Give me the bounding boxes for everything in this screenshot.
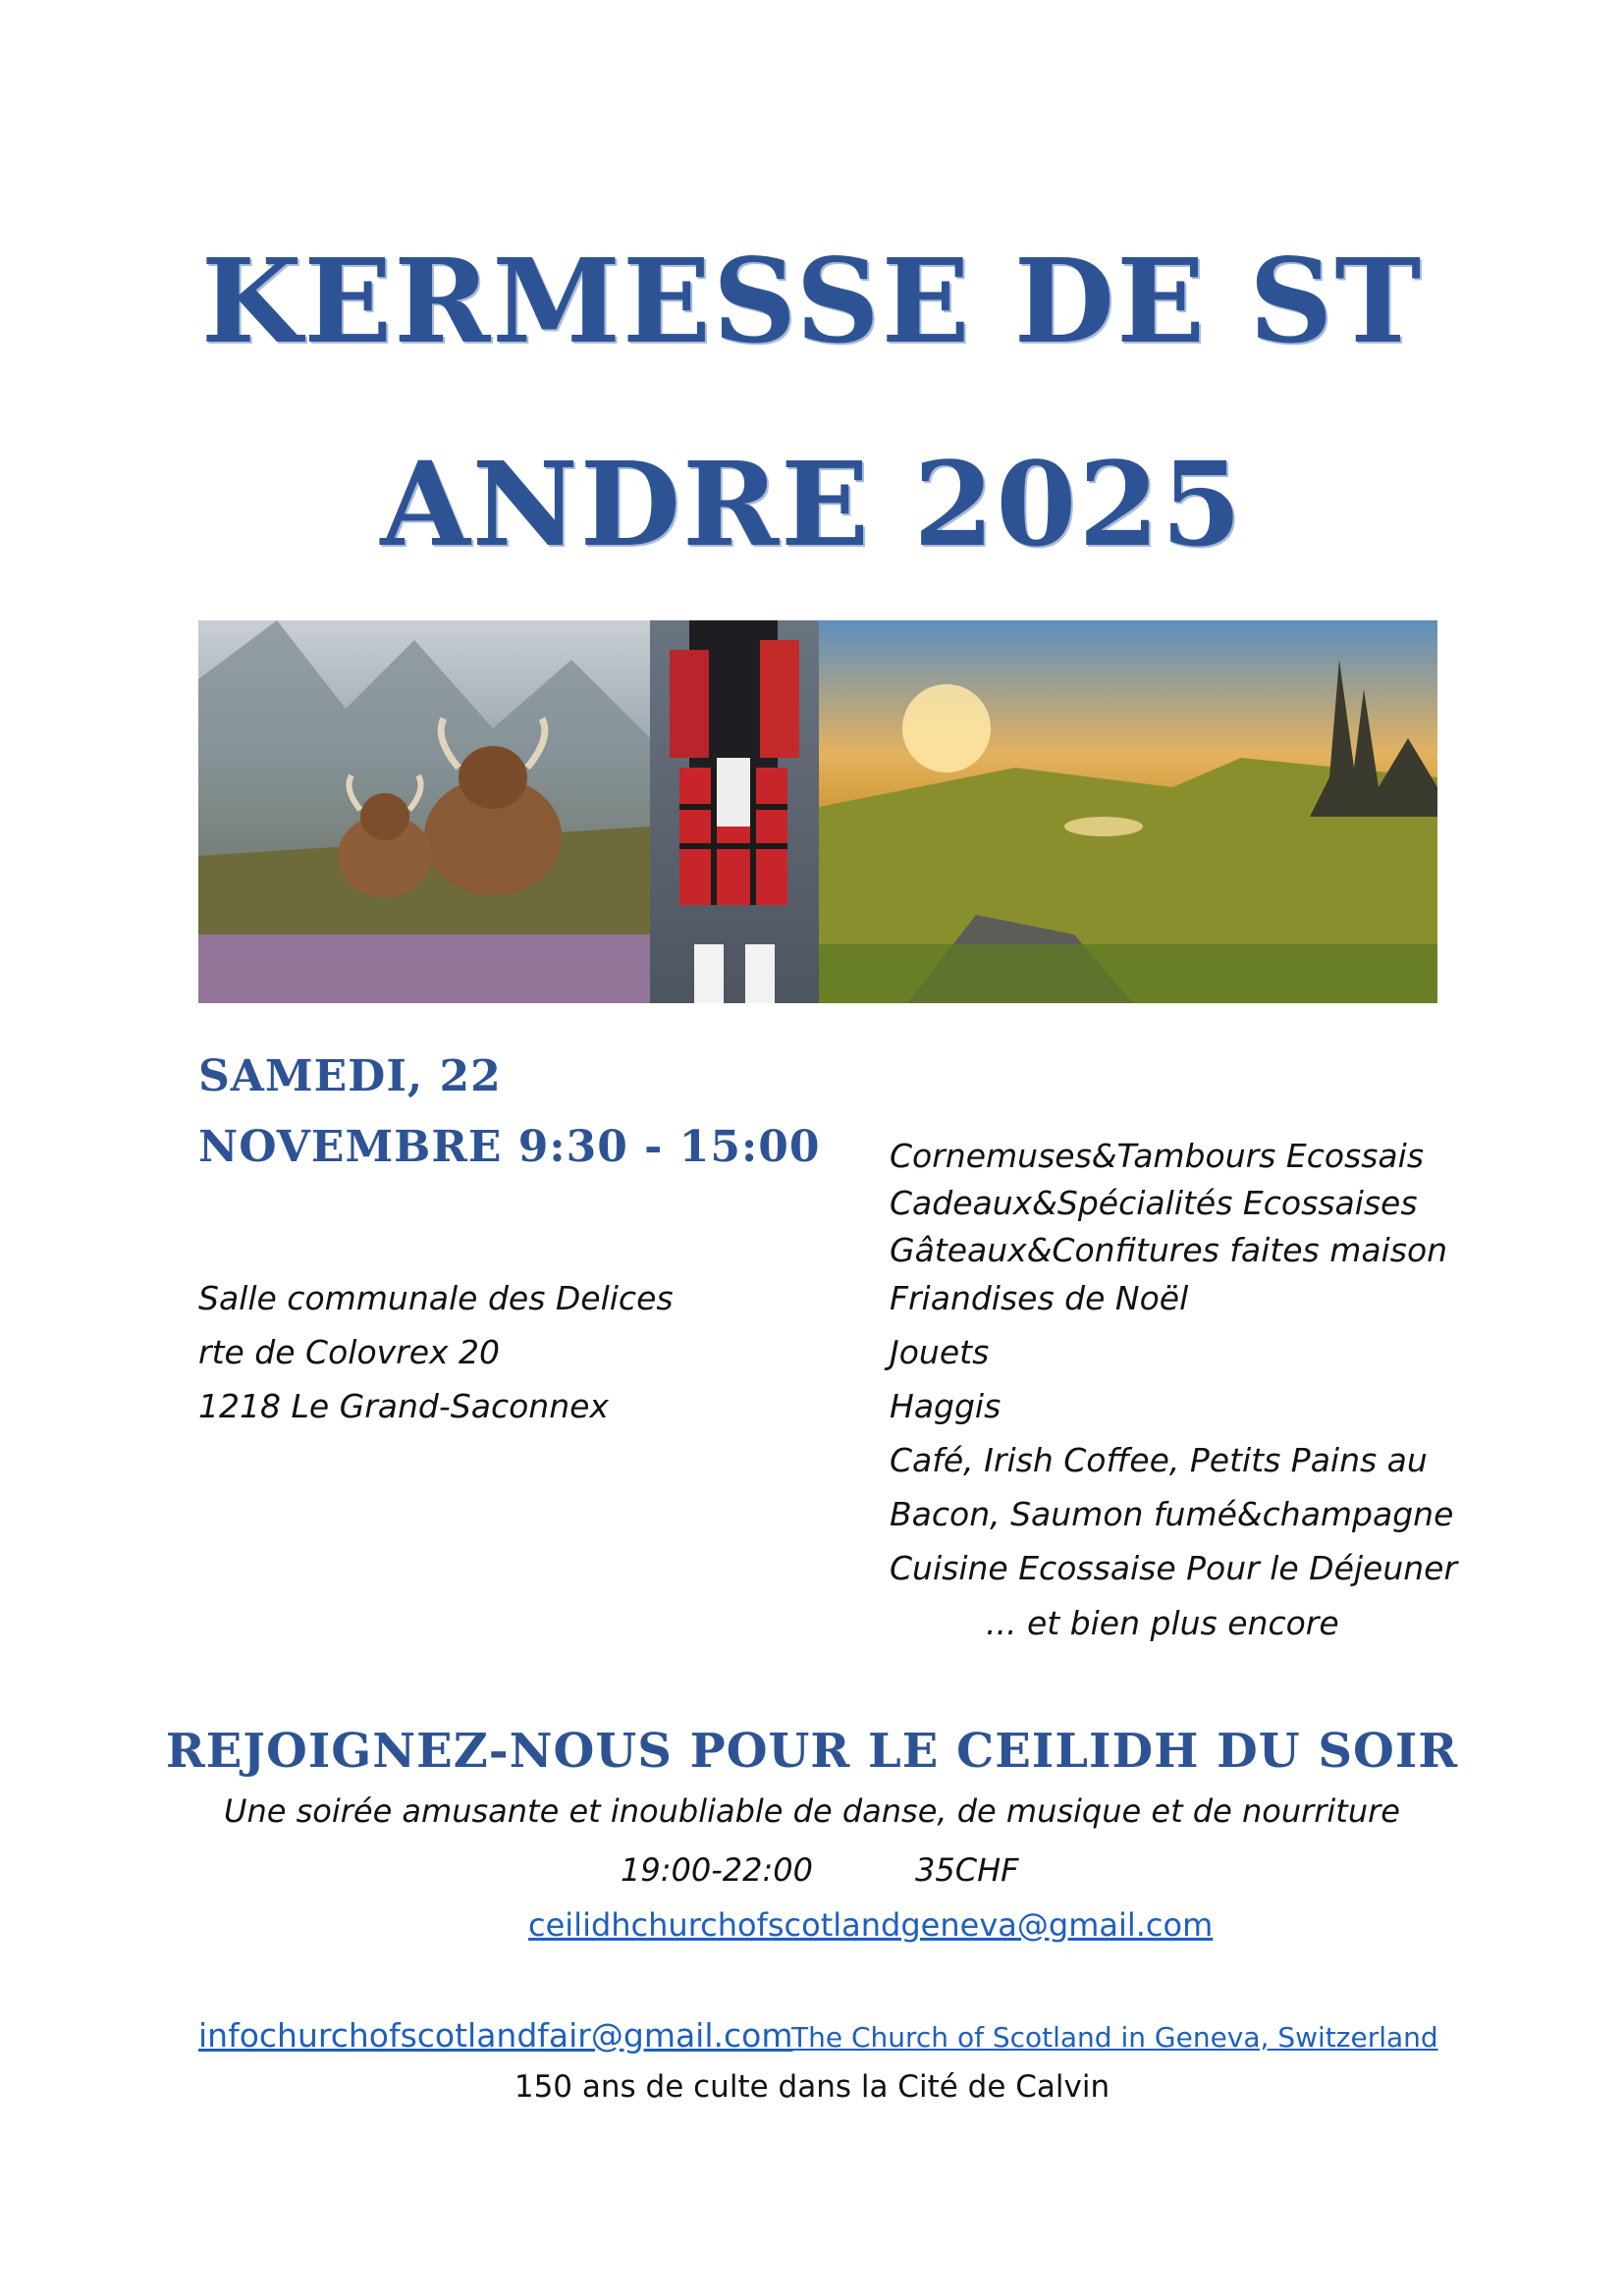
event-date: SAMEDI, 22 [198, 1051, 502, 1101]
venue-street: rte de Colovrex 20 [198, 1333, 501, 1371]
ceilidh-price: 35CHF [915, 1851, 1019, 1889]
ceilidh-email-link[interactable]: ceilidhchurchofscotlandgeneva@gmail.com [528, 1906, 1214, 1944]
offering-item: Haggis [890, 1387, 1001, 1425]
photo-banner [198, 620, 1437, 1003]
event-time: NOVEMBRE 9:30 - 15:00 [198, 1122, 821, 1172]
event-title-line-2: ANDRE 2025 [380, 436, 1244, 572]
offering-item: Cornemuses&Tambours Ecossais [890, 1137, 1425, 1175]
offering-item: Gâteaux&Confitures faites maison [890, 1231, 1448, 1269]
offering-item: Cuisine Ecossaise Pour le Déjeuner [890, 1549, 1458, 1587]
venue-city: 1218 Le Grand-Saconnex [198, 1387, 609, 1425]
event-title-line-1: KERMESSE DE ST [200, 233, 1424, 369]
offering-item: Café, Irish Coffee, Petits Pains au [890, 1441, 1428, 1479]
offering-item: Cadeaux&Spécialités Ecossaises [890, 1184, 1418, 1222]
ceilidh-heading: REJOIGNEZ-NOUS POUR LE CEILIDH DU SOIR [165, 1724, 1459, 1779]
offering-item-more: ... et bien plus encore [986, 1604, 1339, 1642]
venue-name: Salle communale des Delices [198, 1279, 674, 1317]
church-website-link[interactable]: The Church of Scotland in Geneva, Switzerland [791, 2021, 1438, 2054]
highland-cattle-photo [198, 620, 650, 1003]
offering-item: Friandises de Noël [890, 1279, 1189, 1317]
offering-item: Bacon, Saumon fumé&champagne [890, 1495, 1454, 1533]
scottish-landscape-photo [819, 620, 1437, 1003]
ceilidh-time: 19:00-22:00 [621, 1851, 813, 1889]
footer-tagline: 150 ans de culte dans la Cité de Calvin [514, 2069, 1110, 2105]
offering-item: Jouets [890, 1333, 990, 1371]
bagpiper-photo [650, 620, 819, 1003]
info-email-link[interactable]: infochurchofscotlandfair@gmail.com [198, 2016, 793, 2055]
ceilidh-description: Une soirée amusante et inoubliable de danse, de musique et de nourriture [224, 1792, 1400, 1830]
